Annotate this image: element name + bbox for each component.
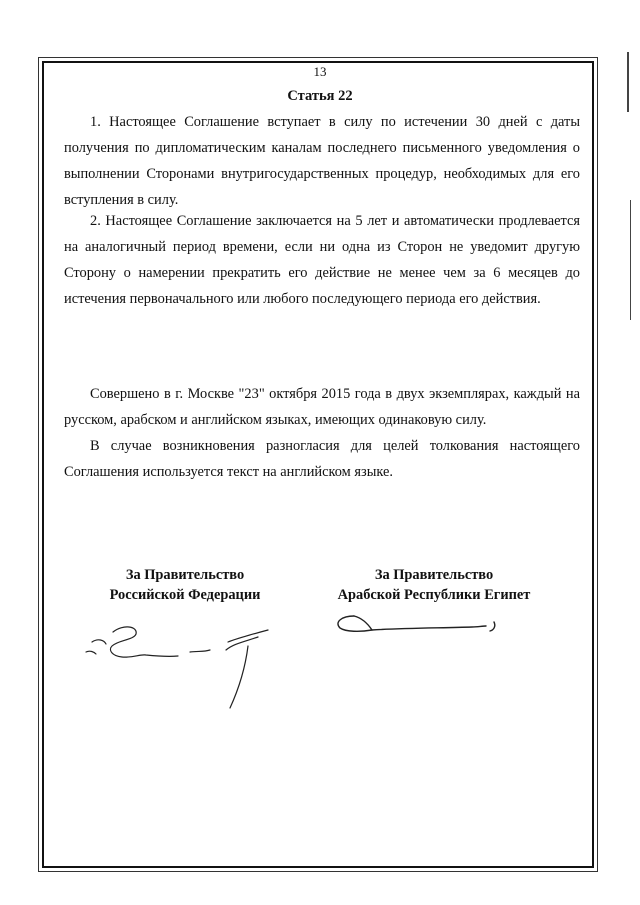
scan-edge-mark — [630, 200, 631, 320]
signatory-russia-line2: Российской Федерации — [109, 587, 261, 603]
paragraph-duration: 2. Настоящее Соглашение заключается на 5 лет и автоматически продлевается на аналогичный период времени, если ни одна из Сторон не уведомит другую Сторону о намерении прекратить его действие не менее чем за 6 месяцев до истечения первоначального или любого последующего периода его действия. — [64, 213, 580, 307]
article-title: Статья 22 — [287, 88, 353, 104]
signatory-russia-line1: За Правительство — [125, 567, 245, 583]
paragraph-done-at: Совершено в г. Москве "23" октября 2015 года в двух экземплярах, каждый на русском, арабском и английском языках, имеющих одинаковую силу. — [64, 386, 580, 428]
signatory-egypt-line1: За Правительство — [374, 567, 494, 583]
signature-russia — [78, 612, 288, 712]
signature-egypt — [332, 610, 512, 640]
signatory-egypt — [322, 565, 546, 605]
paragraph-entry-into-force: 1. Настоящее Соглашение вступает в силу по истечении 30 дней с даты получения по дипломатическим каналам последнего письменного уведомления о выполнении Сторонами внутригосударственных процедур, необходимых для его вступления в силу. — [64, 114, 580, 208]
paragraph-interpretation: В случае возникновения разногласия для целей толкования настоящего Соглашения используется текст на английском языке. — [64, 438, 580, 480]
page-number: 13 — [313, 64, 327, 79]
signatory-egypt-line2: Арабской Республики Египет — [337, 587, 531, 603]
signatory-russia — [96, 565, 274, 605]
